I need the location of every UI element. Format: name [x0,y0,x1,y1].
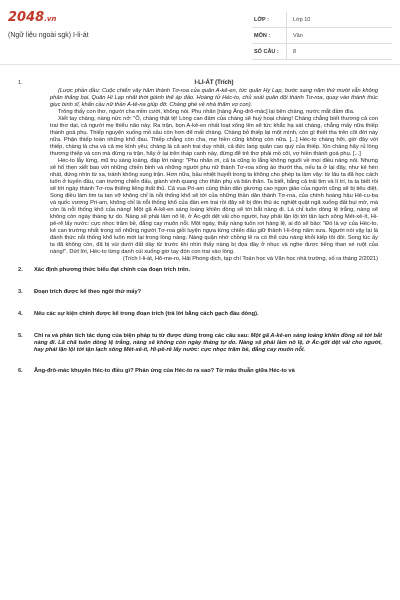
meta-label: LỚP : [254,16,269,23]
passage-paragraph: Héc-to lẫy lừng, mũ trụ sáng loáng, đáp lời nàng: "Phu nhân ơi, cả ta cũng lo lắng không nguôi về mọi điều nàng nói. Nhưng sẽ hổ thẹn xiết bao với những chiến binh và những người phụ nữ thành Tơ-roa xống áo thướt tha, nếu ta ở lại đây, như kẻ hèn nhát, đứng nhìn từ xa, tránh không xung trận. Hơn nữa, bầu nhiệt huyết trong ta không cho phép ta làm vậy: từ lâu ta đã học cách luôn ở tuyến đầu, can trường chiến đấu, giành vinh quang cho thân phụ và bản thân. Ta biết, bằng cả trái tim và lí trí, ta ta biết rồi sẽ tới ngày thành Tơ-roa thiêng liêng thất thủ. Cả vua Pri-am cùng thần dân giương cao ngọn giáo của người cũng sẽ bị tiêu diệt. Song điều làm tim ta tan vỡ không chỉ là nỗi thống khổ sẽ tới của những thần dân thành Tơ-roa, của chính hoàng hậu Hê-cu-ba và quốc vương Pri-am, không chỉ là nỗi thống khổ của đàn em trai rồi đây sẽ bị đòn thù ác nghiệt quật ngã xuống đất bụi mờ, mà còn là nỗi thống khổ của nàng! Một gã A-kê-en sáng loáng khiên đồng sẽ tới bắt nàng đi. Lá chỉ tuôn dòng lệ trắng, nàng sẽ không còn ngày tháng tự do. Nàng sẽ phải làm nô lệ, ở Ác-gốt dệt vải cho người, hay phải lặn lội tới tận lạch sông Mét-xê-ít, Hi-pê-rê lấy nước: cực nhọc trăm bề, đắng cay muôn nỗi. Một ngày, thấy nàng tuôn rơi hàng lệ, ai đó sẽ bảo: "Đó là vợ của Héc-to, kẻ can trường nhất trong số những người Tơ-roa giỏi luyện ngựa từng chiến đấu giữ thành I-li-ông năm xưa. Người nói vậy lại là đánh thức nỗi thống khổ luôn mới lại trong lòng nàng. Nàng quận nhớ chồng lẻ ra có thể cứu nàng khỏi kiếp tôi đòi. Song lúc ấy ta đã không còn, đã bị vùi dưới đất dày từ trước khi nhìn thấy nàng bị đọa đày ở nhục và nghe được tiếng than xé ruột của nàng!". Dứt lời, Héc-to lừng danh cúi xuống giơ tay đón con trai vào lòng. [50,158,378,255]
question-2 [18,267,392,274]
question-text: Đoạn trích được kể theo ngôi thứ mấy? [34,289,142,295]
question-number: 3. [18,289,23,295]
question-number: 2. [18,267,23,273]
passage-title: I-LI-ÁT (Trích) [194,80,234,86]
question-number: 1. [18,80,23,86]
logo-suffix: .vn [44,15,57,23]
question-list [18,80,392,375]
question-text [34,333,382,354]
passage-source: (Trích I-li-át, Hô-me-ro, Hải Phong dịch, tạp chí Toán học và Văn học nhà trường, số ra tháng 2/2021) [122,256,378,262]
question-5 [18,333,392,354]
page-header [0,0,400,62]
meta-value: 8 [286,44,392,59]
logo-text: 2048 [8,10,45,25]
question-quote: Một gã A-kê-en sáng loáng khiên đồng sẽ tới bắt nàng đi. Lã chã tuôn dòng lệ trắng, nàng sẽ không còn ngày tháng tự do. Nàng sẽ phải làm nô lệ, ở Ác-gốt dệt vải cho người, hay phải lặn lội tới tận lạch sông Mét-xê-ít, Hi-pê-rê lấy nước: cực nhọc trăm bề, đắng cay muôn nỗi. [34,333,382,353]
page-subtitle: (Ngữ liệu ngoài sgk) I-li-át [8,32,89,39]
question-6 [18,368,392,375]
question-text: Ăng-đrô-mác khuyên Héc-to điều gì? Phản ứng của Héc-to ra sao? Từ mâu thuẫn giữa Héc-to và [34,368,295,374]
meta-value: Văn [286,28,392,43]
meta-table [252,12,392,60]
meta-row-count [252,44,392,60]
header-divider [0,64,400,65]
question-number: 6. [18,368,23,374]
question-1 [18,80,392,263]
question-prompt: Chỉ ra và phân tích tác dụng của biện pháp tu từ được dùng trong các câu sau: [34,333,249,339]
meta-label: MÔN : [254,32,271,39]
question-number: 5. [18,333,23,339]
passage-paragraph: Trông thấy con thơ, người cha mỉm cười, không nói. Phu nhân [nàng Ăng-đrô-mác] lại bên chàng, nước mắt đầm đìa. [58,109,355,115]
passage-paragraph: (Lược phần đầu: Cuộc chiến vây hãm thành Tơ-roa của quân A-kê-en, tức quân Hy Lạp, bước sang năm thứ mười vẫn không phân thắng bại. Quân Hi Lạp nhất thời giành thế áp đảo. Hoàng tử Héc-to, chủ soái quân đội thành Tơ-roa, quay vào thành thúc giục binh sĩ, khẩn cầu nữ thần A-tê-na giúp đỡ. Chàng ghé về nhà thăm vợ con). [50,88,378,108]
question-text: Xác định phương thức biểu đạt chính của đoạn trích trên. [34,267,191,273]
question-text: Nêu các sự kiện chính được kể trong đoạn trích (trả lời bằng cách gạch đầu dòng). [34,311,259,317]
meta-row-subject [252,28,392,44]
question-4 [18,311,392,318]
site-logo[interactable] [8,10,56,25]
meta-label: SỐ CÂU : [254,48,279,55]
passage-paragraph: Xiết tay chàng, nàng nức nở: "Ô, chàng thật tệ! Lòng can đảm của chàng sẽ huỷ hoại chàng! Chàng chẳng biết thương cả con trai thơ dại, cả người mẹ thiểu não này. Ra trận, bọn A-kê-en nhất loạt xông lên sẽ tức khắc hạ sát chàng, chẳng mấy nữa thiếp thành goá phụ. Thiếp nguyện xuống mồ sâu còn hơn để mất chàng. Chàng bỏ thiếp lại một mình, còn gì thiết tha trên cõi đời này nữa. Phận thiếp toàn những khổ đau. Thiếp chẳng còn cha, mẹ hiền cũng không còn nữa. [...] Héc-to chàng hỡi, giờ đây với thiếp, chàng là cha và cả mẹ kính yêu; chàng là cả anh trai duy nhất, cả đức lang quân cao quý của thiếp. Xin chàng hãy rủ lòng thương thiếp và con mà đừng ra trận, hãy ở lại trên tháp canh này, đừng để trẻ thơ phải mồ côi, vợ hiền thành goá phụ. [...] [50,116,378,157]
meta-row-class [252,12,392,28]
meta-value: Lớp 10 [286,12,392,27]
question-3 [18,289,392,296]
reading-passage [50,80,378,263]
question-number: 4. [18,311,23,317]
